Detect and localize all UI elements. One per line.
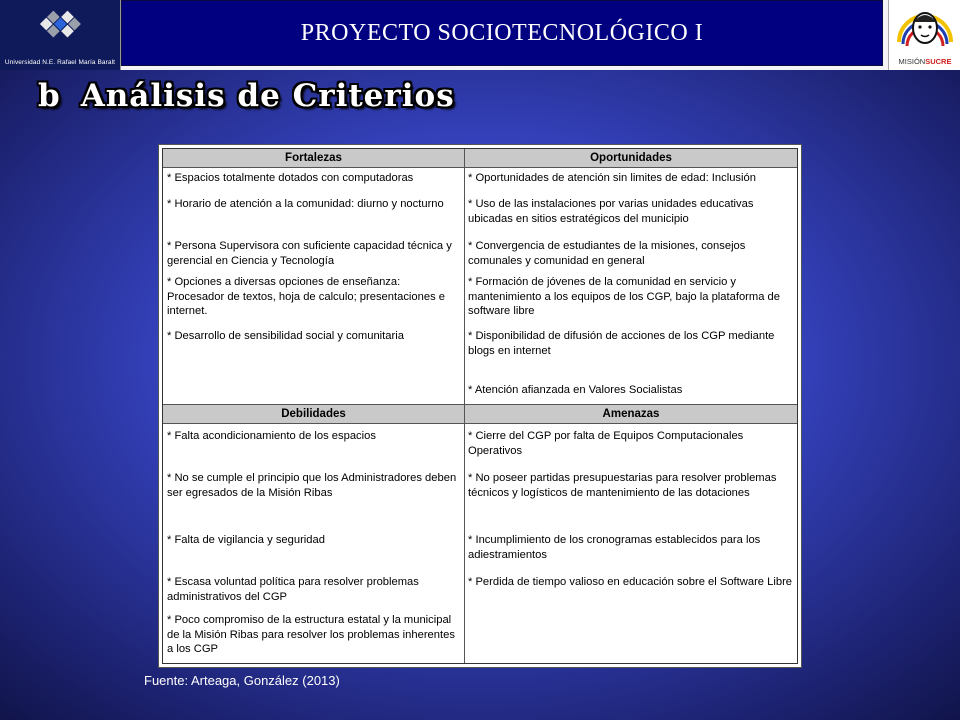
title-bar	[121, 0, 883, 66]
list-item: * Perdida de tiempo valioso en educación sobre el Software Libre	[468, 576, 793, 588]
list-item: * No se cumple el principio que los Administradores deben ser egresados de la Misión Ribas	[167, 472, 457, 499]
amenazas-cell	[468, 405, 796, 663]
list-item: * Convergencia de estudiantes de la misiones, consejos comunales y comunidad en general	[468, 240, 746, 267]
university-logo	[0, 0, 121, 70]
list-item: * Atención afianzada en Valores Socialistas	[468, 384, 683, 396]
list-item: * Poco compromiso de la estructura estatal y la municipal de la Misión Ribas para resolver los problemas inherentes a los CGP	[167, 614, 455, 655]
swot-grid	[162, 148, 798, 664]
list-item: * Persona Supervisora con suficiente capacidad técnica y gerencial en Ciencia y Tecnología	[167, 240, 452, 267]
mision-word: MISIÓN	[898, 57, 926, 66]
list-item: * Falta acondicionamiento de los espacios	[167, 430, 376, 442]
slide-title: PROYECTO SOCIOTECNOLÓGICO I	[300, 19, 704, 46]
oportunidades-cell	[468, 149, 796, 404]
section-title: Análisis de Criterios	[80, 78, 455, 114]
list-item: * Opciones a diversas opciones de enseñanza: Procesador de textos, hoja de calculo; presentaciones e internet.	[167, 276, 445, 317]
list-item: * Formación de jóvenes de la comunidad en servicio y mantenimiento a los equipos de los CGP, bajo la plataforma de software libre	[468, 276, 780, 317]
mision-sucre-caption	[889, 57, 960, 66]
slide-header	[0, 0, 960, 70]
mision-sucre-logo	[888, 0, 960, 70]
list-item: * Uso de las instalaciones por varias unidades educativas ubicadas en sitios estratégicos del municipio	[468, 198, 754, 225]
header-oportunidades: Oportunidades	[465, 149, 797, 168]
list-item: * Horario de atención a la comunidad: diurno y nocturno	[167, 198, 444, 210]
university-logo-caption: Universidad N.E. Rafael María Baralt	[4, 59, 116, 66]
fortalezas-cell	[167, 149, 459, 404]
list-item: * Falta de vigilancia y seguridad	[167, 534, 325, 546]
list-item: * Incumplimiento de los cronogramas establecidos para los adiestramientos	[468, 534, 761, 561]
list-item: * Cierre del CGP por falta de Equipos Computacionales Operativos	[468, 430, 744, 457]
debilidades-cell	[167, 405, 459, 663]
list-item: * Espacios totalmente dotados con computadoras	[167, 172, 414, 184]
header-debilidades: Debilidades	[163, 405, 464, 424]
portrait-emblem-icon	[895, 2, 955, 54]
list-item: * Oportunidades de atención sin limites de edad: Inclusión	[468, 172, 756, 184]
section-heading	[38, 78, 455, 114]
cube-logo-icon	[30, 6, 88, 52]
list-item: * Desarrollo de sensibilidad social y comunitaria	[167, 330, 404, 342]
list-item: * Disponibilidad de difusión de acciones de los CGP mediante blogs en internet	[468, 330, 775, 357]
sucre-word: SUCRE	[925, 57, 952, 66]
swot-table	[158, 144, 802, 668]
list-item: * No poseer partidas presupuestarias para resolver problemas técnicos y logísticos de mantenimiento de las dotaciones	[468, 472, 777, 499]
source-caption: Fuente: Arteaga, González (2013)	[144, 673, 340, 688]
section-letter: b	[38, 78, 61, 114]
list-item: * Escasa voluntad política para resolver problemas administrativos del CGP	[167, 576, 419, 603]
header-amenazas: Amenazas	[465, 405, 797, 424]
header-fortalezas: Fortalezas	[163, 149, 464, 168]
